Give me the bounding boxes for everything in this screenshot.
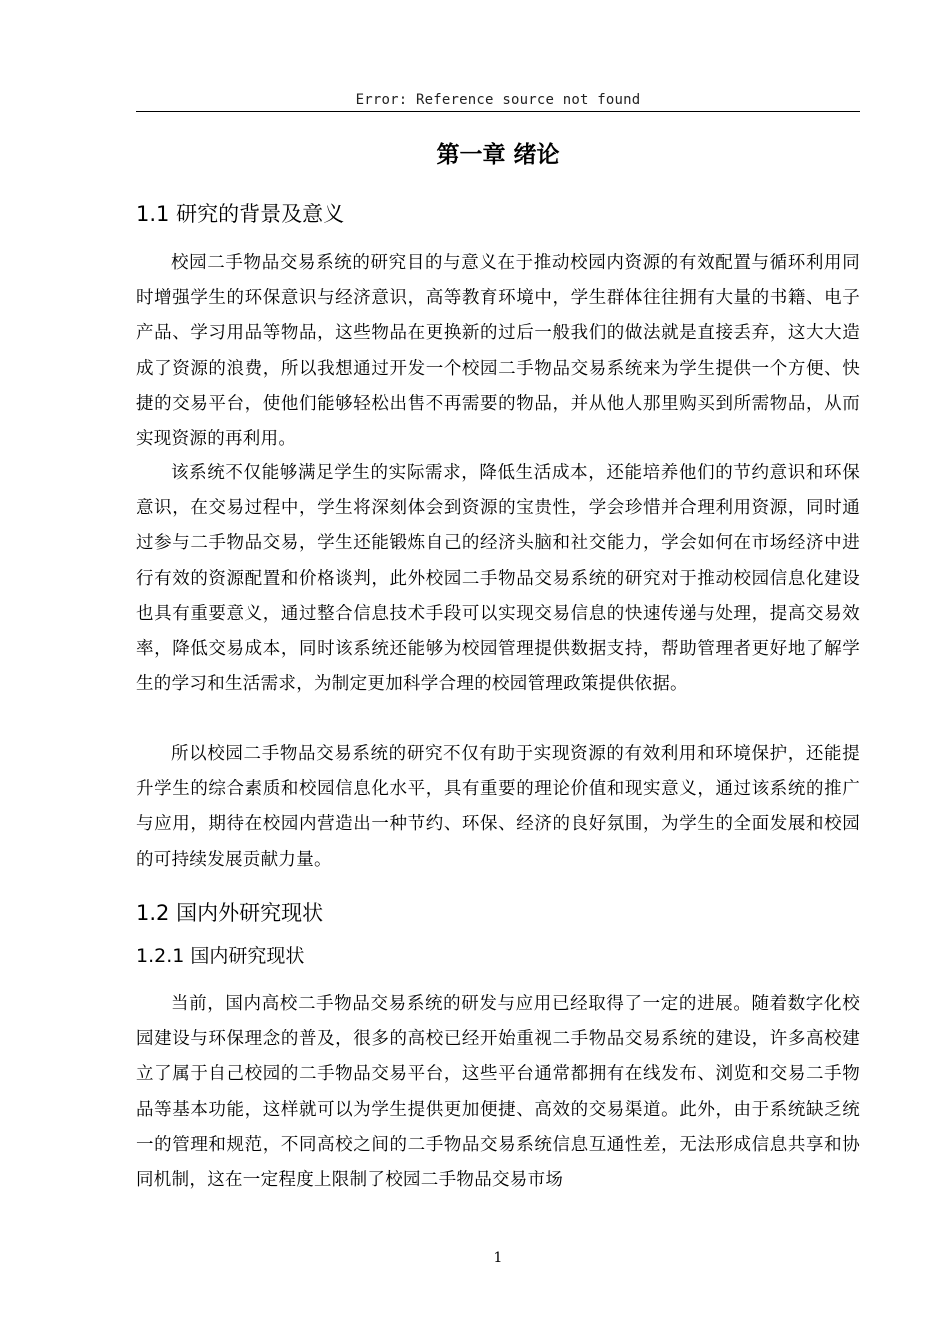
paragraph-1-2-1-1: 当前，国内高校二手物品交易系统的研发与应用已经取得了一定的进展。随着数字化校园建设与环保理念的普及，很多的高校已经开始重视二手物品交易系统的建设，许多高校建立了属于自己校园的二手物品交易平台，这些平台通常都拥有在线发布、浏览和交易二手物品等基本功能，这样就可以为学生提供更加便捷、高效的交易渠道。此外，由于系统缺乏统一的管理和规范，不同高校之间的二手物品交易系统信息互通性差，无法形成信息共享和协同机制，这在一定程度上限制了校园二手物品交易市场 (136, 994, 860, 1191)
page-number: 1 (493, 1250, 503, 1266)
section-heading-1-2-1: 1.2.1 国内研究现状 (136, 945, 305, 967)
section-heading-1-2: 1.2 国内外研究现状 (136, 901, 324, 925)
chapter-title: 第一章 绪论 (436, 142, 560, 168)
paragraph-1-1-2: 该系统不仅能够满足学生的实际需求，降低生活成本，还能培养他们的节约意识和环保意识，在交易过程中，学生将深刻体会到资源的宝贵性，学会珍惜并合理利用资源，同时通过参与二手物品交易，学生还能锻炼自己的经济头脑和社交能力，学会如何在市场经济中进行有效的资源配置和价格谈判，此外校园二手物品交易系统的研究对于推动校园信息化建设也具有重要意义，通过整合信息技术手段可以实现交易信息的快速传递与处理，提高交易效率，降低交易成本，同时该系统还能够为校园管理提供数据支持，帮助管理者更好地了解学生的学习和生活需求，为制定更加科学合理的校园管理政策提供依据。 (136, 463, 860, 695)
section-heading-1-1: 1.1 研究的背景及意义 (136, 202, 345, 226)
paragraph-1-1-3: 所以校园二手物品交易系统的研究不仅有助于实现资源的有效利用和环境保护，还能提升学生的综合素质和校园信息化水平，具有重要的理论价值和现实意义，通过该系统的推广与应用，期待在校园内营造出一种节约、环保、经济的良好氛围，为学生的全面发展和校园的可持续发展贡献力量。 (136, 744, 860, 870)
paragraph-1-1-1: 校园二手物品交易系统的研究目的与意义在于推动校园内资源的有效配置与循环利用同时增强学生的环保意识与经济意识，高等教育环境中，学生群体往往拥有大量的书籍、电子产品、学习用品等物品，这些物品在更换新的过后一般我们的做法就是直接丢弃，这大大造成了资源的浪费，所以我想通过开发一个校园二手物品交易系统来为学生提供一个方便、快捷的交易平台，使他们能够轻松出售不再需要的物品，并从他人那里购买到所需物品，从而实现资源的再利用。 (136, 253, 860, 450)
header-divider (136, 111, 860, 112)
running-header: Error: Reference source not found (355, 92, 641, 108)
